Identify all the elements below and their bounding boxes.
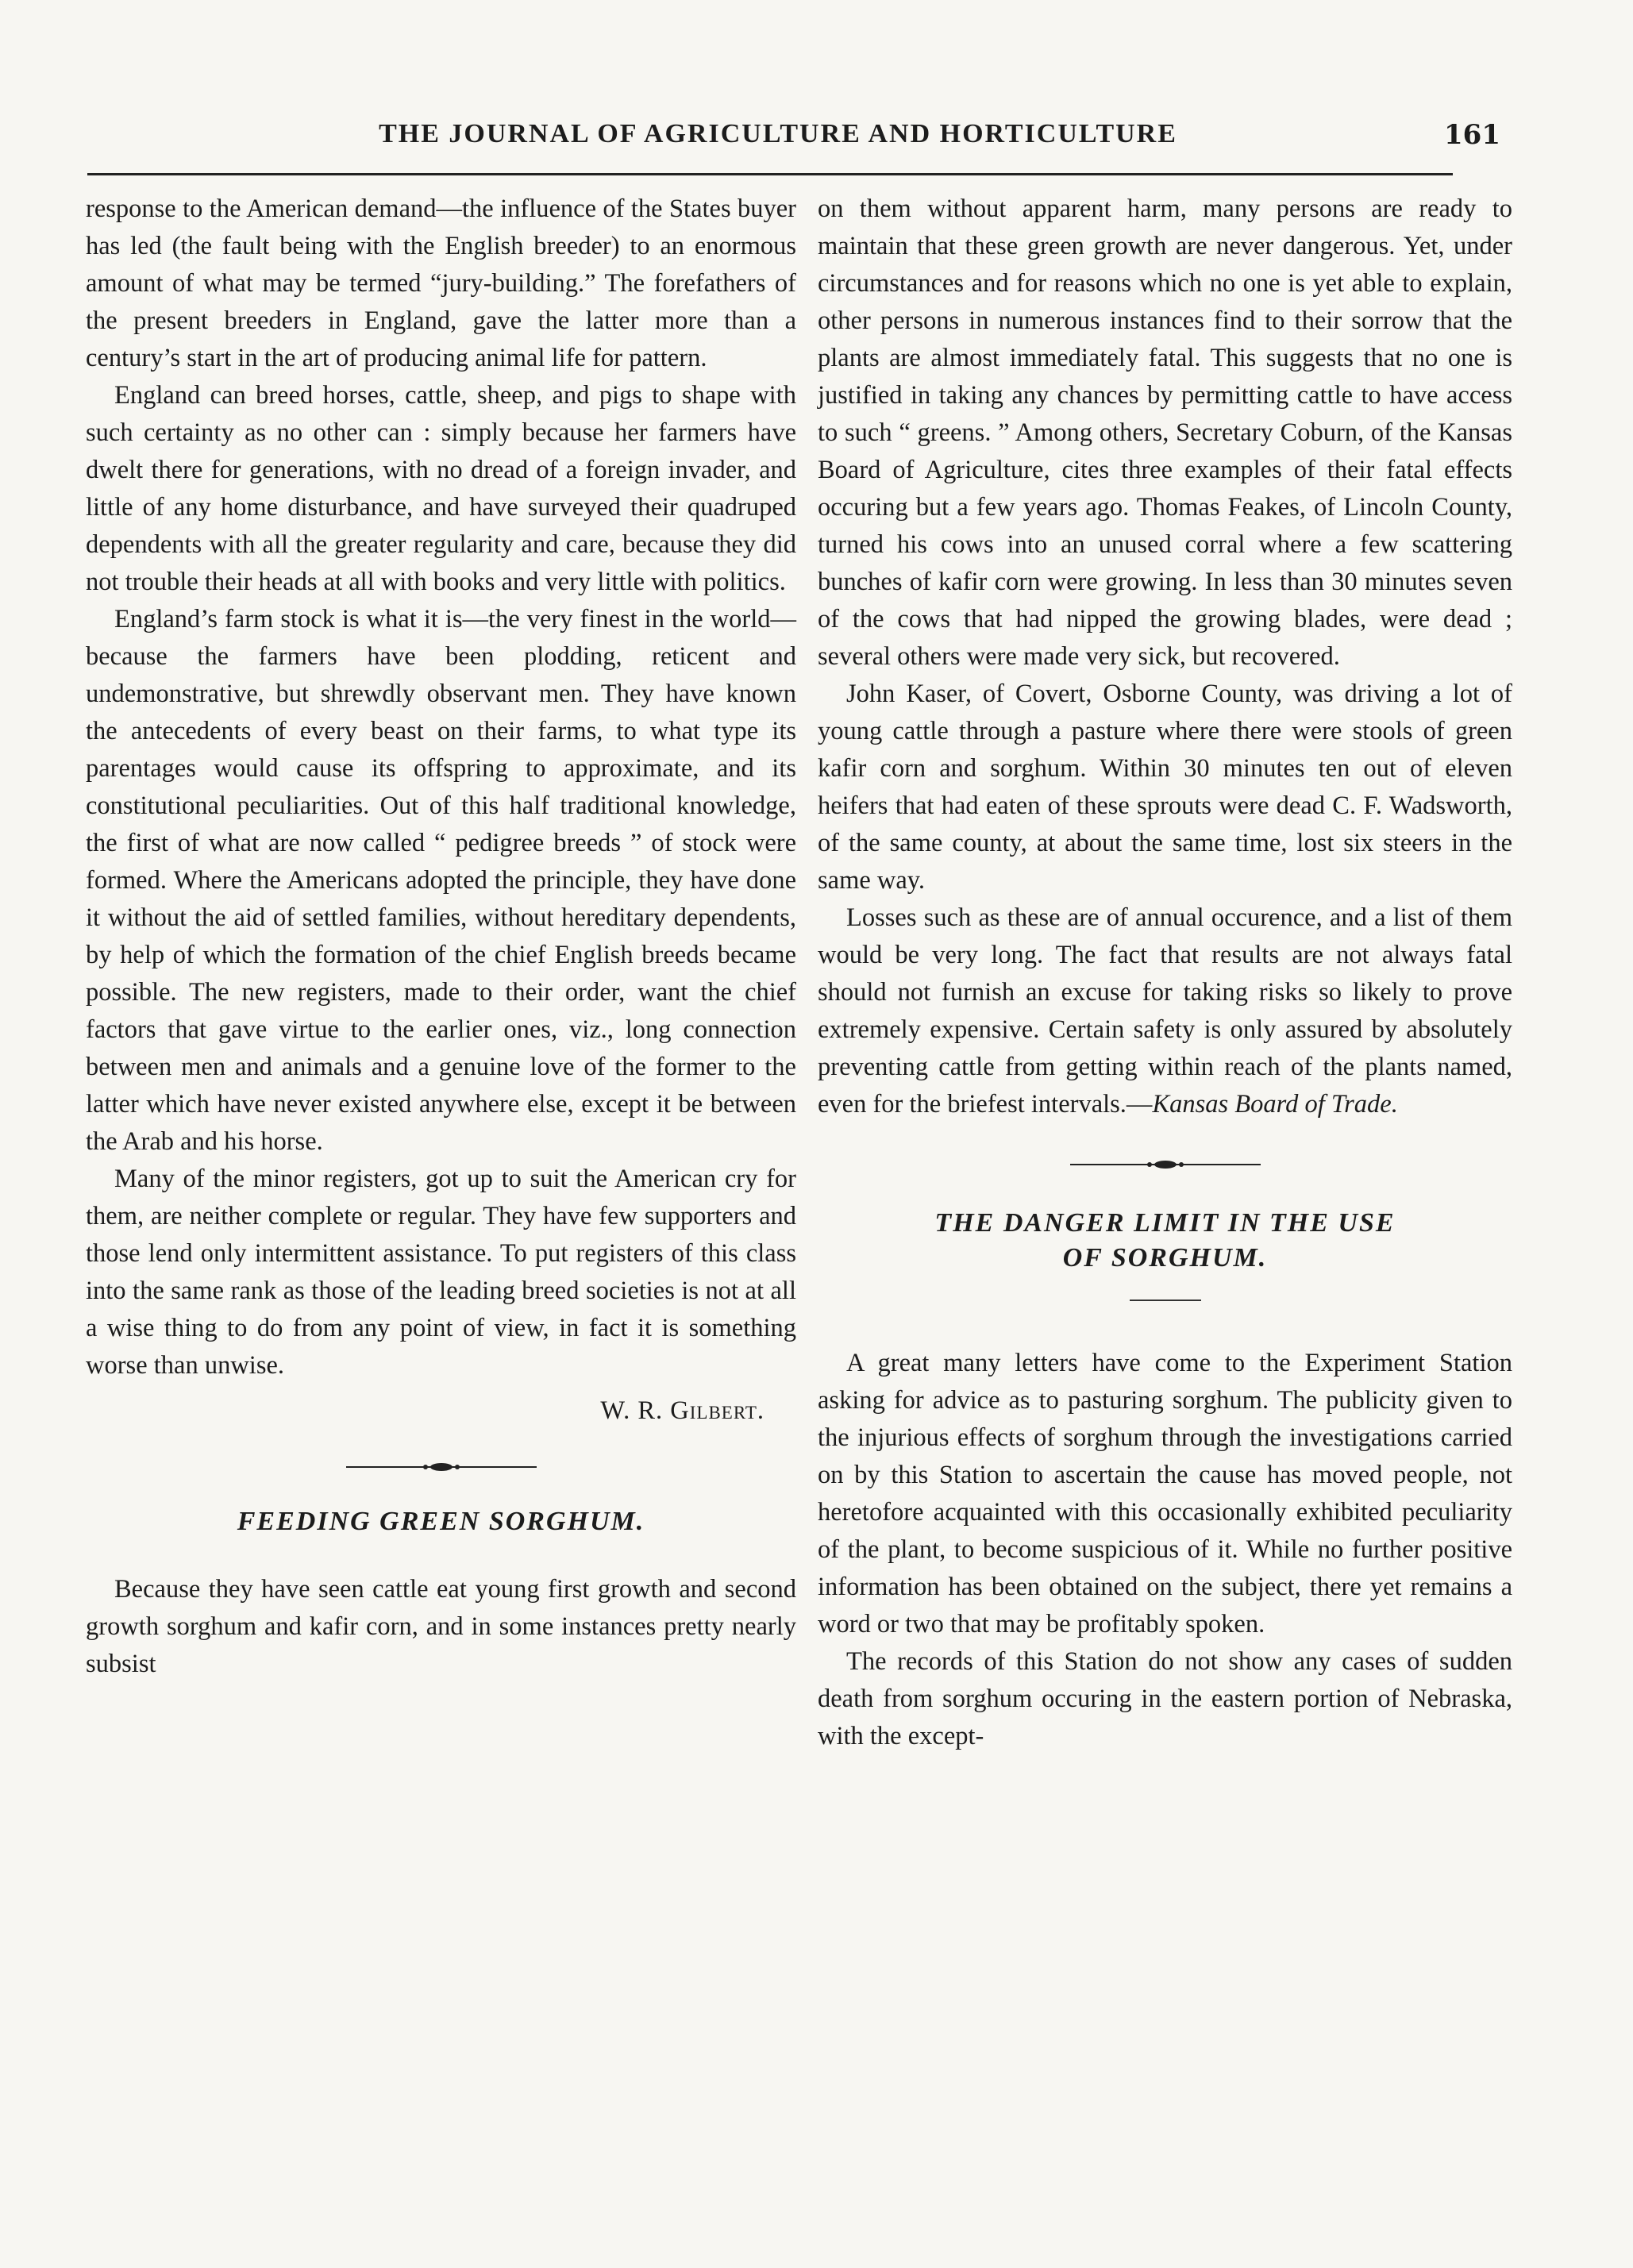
article-paragraph: on them without apparent harm, many persons are ready to maintain that these green growth are never dangerous. Yet, under circumstances and for reasons which no one is yet able to explain, other persons in numerous instances find to their sorrow that the plants are almost immediately fatal. This suggests that no one is justified in taking any chances by permitting cattle to have access to such “ greens. ” Among others, Secretary Coburn, of the Kansas Board of Agriculture, cites three examples of their fatal effects occuring but a few years ago. Thomas Feakes, of Lincoln County, turned his cows into an unused corral where a few scattering bunches of kafir corn were growing. In less than 30 minutes seven of the cows that had nipped the growing blades, were dead ; several others were made very sick, but recovered.: [818, 194, 1512, 671]
section-divider-ornament: [818, 1159, 1512, 1170]
article-paragraph: England can breed horses, cattle, sheep, and pigs to shape with such certainty as no other can : simply because her farmers have dwelt there for generations, with no dread of a foreign invader, and little of any home disturbance, and have surveyed their quadruped dependents with all the greater regularity and care, because they did not trouble their heads at all with books and very little with politics.: [86, 381, 796, 596]
author-signature: W. R. Gilbert.: [600, 1396, 765, 1425]
section-divider-ornament: [86, 1461, 796, 1473]
article-paragraph: response to the American demand—the influence of the States buyer has led (the fault being with the English breeder) to an enormous amount of what may be termed “jury-building.” The forefathers of the present breeders in England, gave the latter more than a century’s start in the art of producing animal life for pattern.: [86, 194, 796, 372]
section-title-line: OF SORGHUM.: [1062, 1243, 1268, 1273]
section-title-danger-limit: [818, 1206, 1512, 1276]
source-attribution: Kansas Board of Trade.: [1152, 1090, 1398, 1119]
section-title-line: THE DANGER LIMIT IN THE USE: [934, 1208, 1396, 1238]
header-rule: [87, 173, 1453, 175]
article-paragraph: John Kaser, of Covert, Osborne County, was driving a lot of young cattle through a pasture where there were stools of green kafir corn and sorghum. Within 30 minutes ten out of eleven heifers that had eaten of these sprouts were dead C. F. Wadsworth, of the same county, at about the same time, lost six steers in the same way.: [818, 680, 1512, 895]
left-column: [86, 191, 796, 1683]
right-column: [818, 191, 1512, 1755]
article-paragraph: [818, 899, 1512, 1123]
page-number: 161: [1444, 119, 1500, 151]
page-header: [71, 119, 1500, 167]
journal-title: THE JOURNAL OF AGRICULTURE AND HORTICULTURE: [379, 119, 1177, 148]
article-paragraph: Because they have seen cattle eat young first growth and second growth sorghum and kafir corn, and in some instances pretty nearly subsist: [86, 1575, 796, 1678]
short-rule: [1130, 1300, 1201, 1301]
article-text: Losses such as these are of annual occurence, and a list of them would be very long. The fact that results are not always fatal should not furnish an excuse for taking risks so likely to prove extremely expensive. Certain safety is only assured by absolutely preventing cattle from getting within reach of the plants named, even for the briefest intervals.—: [818, 903, 1512, 1119]
article-paragraph: A great many letters have come to the Experiment Station asking for advice as to pasturing sorghum. The publicity given to the injurious effects of sorghum through the investigations carried on by this Station to ascertain the cause has moved people, not heretofore acquainted with this occasionally exhibited peculiarity of the plant, to become suspicious of it. While no further positive information has been obtained on the subject, there yet remains a word or two that may be profitably spoken.: [818, 1349, 1512, 1638]
article-paragraph: The records of this Station do not show any cases of sudden death from sorghum occuring in the eastern portion of Nebraska, with the except-: [818, 1647, 1512, 1750]
article-paragraph: England’s farm stock is what it is—the very finest in the world—because the farmers have been plodding, reticent and undemonstrative, but shrewdly observant men. They have known the antecedents of every beast on their farms, to what type its parentages would cause its offspring to approximate, and its constitutional peculiarities. Out of this half traditional knowledge, the first of what are now called “ pedigree breeds ” of stock were formed. Where the Americans adopted the principle, they have done it without the aid of settled families, without hereditary dependents, by help of which the formation of the chief English breeds became possible. The new registers, made to their order, want the chief factors that gave virtue to the earlier ones, viz., long connection between men and animals and a genuine love of the former to the latter which have never existed anywhere else, except it be between the Arab and his horse.: [86, 605, 796, 1156]
section-title-feeding-green-sorghum: FEEDING GREEN SORGHUM.: [237, 1507, 645, 1536]
article-paragraph: Many of the minor registers, got up to suit the American cry for them, are neither complete or regular. They have few supporters and those lend only intermittent assistance. To put registers of this class into the same rank as those of the leading breed societies is not at all a wise thing to do from any point of view, in fact it is something worse than unwise.: [86, 1165, 796, 1380]
